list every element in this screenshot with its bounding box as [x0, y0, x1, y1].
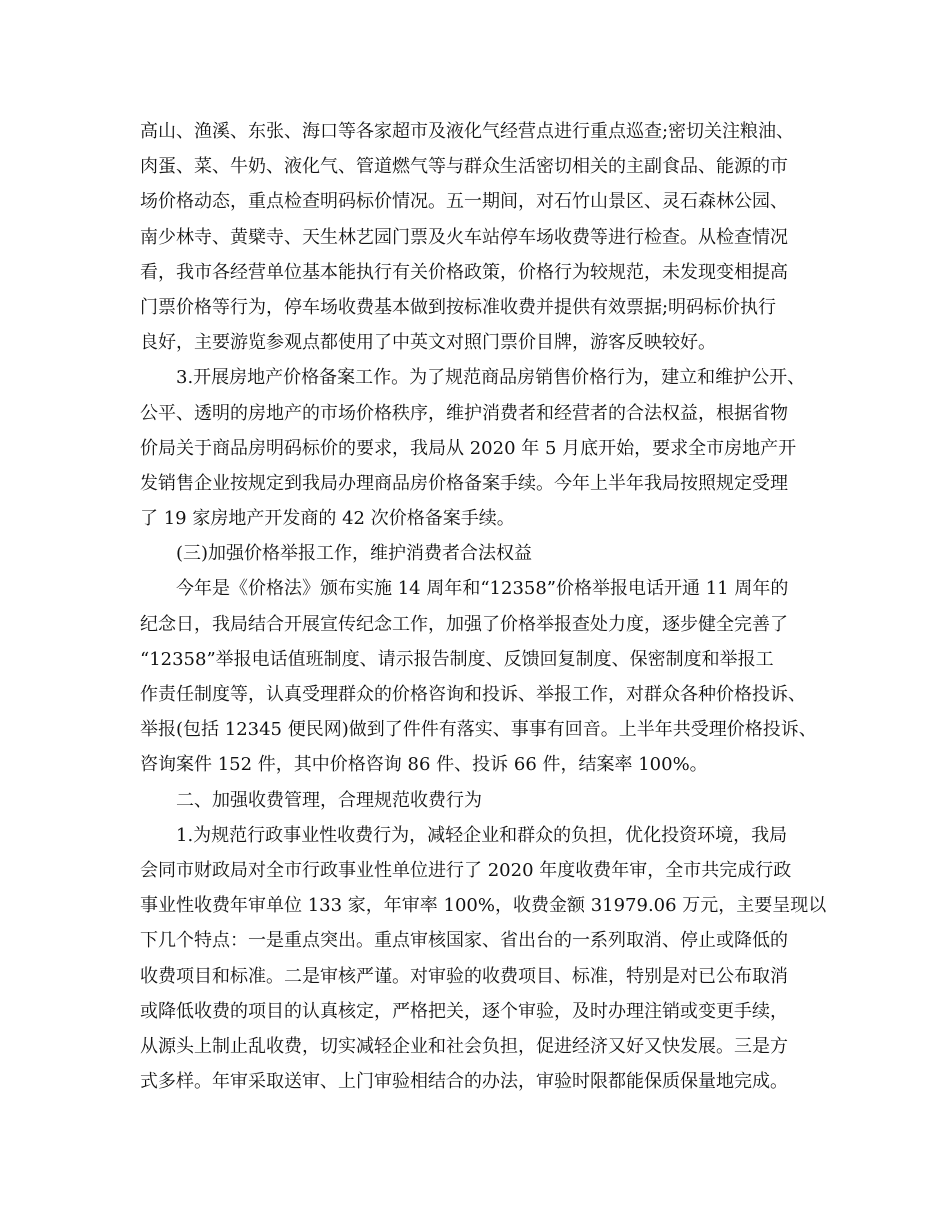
text-line: 价局关于商品房明码标价的要求，我局从 2020 年 5 月底开始，要求全市房地产开	[140, 437, 797, 459]
section-heading: 二、加强收费管理，合理规范收费行为	[176, 789, 482, 811]
text-line: 良好，主要游览参观点都使用了中英文对照门票价目牌，游客反映较好。	[140, 332, 716, 354]
text-line: 今年是《价格法》颁布实施 14 周年和“12358”价格举报电话开通 11 周年的	[176, 578, 789, 600]
text-line: 作责任制度等，认真受理群众的价格咨询和投诉、举报工作，对群众各种价格投诉、	[140, 684, 806, 705]
text-line: 高山、渔溪、东张、海口等各家超市及液化气经营点进行重点巡查;密切关注粮油、	[140, 121, 795, 142]
text-line: 咨询案件 152 件，其中价格咨询 86 件、投诉 66 件，结案率 100%。	[140, 754, 708, 776]
text-line: 式多样。年审采取送审、上门审验相结合的办法，审验时限都能保质保量地完成。	[140, 1071, 788, 1093]
text-line: 举报(包括 12345 便民网)做到了件件有落实、事事有回音。上半年共受理价格投诉、	[140, 719, 817, 741]
text-line: 从源头上制止乱收费，切实减轻企业和社会负担，促进经济又好又快发展。三是方	[140, 1035, 788, 1057]
text-line: 肉蛋、菜、牛奶、液化气、管道燃气等与群众生活密切相关的主副食品、能源的市	[140, 156, 788, 178]
text-line: 事业性收费年审单位 133 家，年审率 100%，收费金额 31979.06 万元，主要呈现以	[140, 895, 827, 917]
text-line: 3.开展房地产价格备案工作。为了规范商品房销售价格行为，建立和维护公开、	[176, 367, 806, 389]
text-line: 公平、透明的房地产的市场价格秩序，维护消费者和经营者的合法权益，根据省物	[140, 402, 788, 424]
text-line: 1.为规范行政事业性收费行为，减轻企业和群众的负担，优化投资环境，我局	[176, 824, 788, 846]
text-line: 发销售企业按规定到我局办理商品房价格备案手续。今年上半年我局按照规定受理	[140, 472, 788, 494]
text-line: 收费项目和标准。二是审核严谨。对审验的收费项目、标准，特别是对已公布取消	[140, 965, 788, 987]
text-line: 场价格动态，重点检查明码标价情况。五一期间，对石竹山景区、灵石森林公园、	[140, 191, 788, 213]
text-line: 门票价格等行为，停车场收费基本做到按标准收费并提供有效票据;明码标价执行	[140, 296, 777, 318]
document-body	[140, 114, 827, 1099]
text-line: 了 19 家房地产开发商的 42 次价格备案手续。	[140, 508, 515, 530]
text-line: 南少林寺、黄檗寺、天生林艺园门票及火车站停车场收费等进行检查。从检查情况	[140, 226, 788, 248]
text-line: 会同市财政局对全市行政事业性单位进行了 2020 年度收费年审，全市共完成行政	[140, 859, 792, 881]
section-heading: (三)加强价格举报工作，维护消费者合法权益	[176, 543, 533, 565]
text-line: “12358”举报电话值班制度、请示报告制度、反馈回复制度、保密制度和举报工	[140, 648, 774, 670]
text-line: 或降低收费的项目的认真核定，严格把关，逐个审验，及时办理注销或变更手续，	[140, 1000, 788, 1022]
text-line: 看，我市各经营单位基本能执行有关价格政策，价格行为较规范，未发现变相提高	[140, 261, 788, 283]
text-line: 纪念日，我局结合开展宣传纪念工作，加强了价格举报查处力度，逐步健全完善了	[140, 613, 788, 635]
text-line: 下几个特点：一是重点突出。重点审核国家、省出台的一系列取消、停止或降低的	[140, 930, 788, 952]
